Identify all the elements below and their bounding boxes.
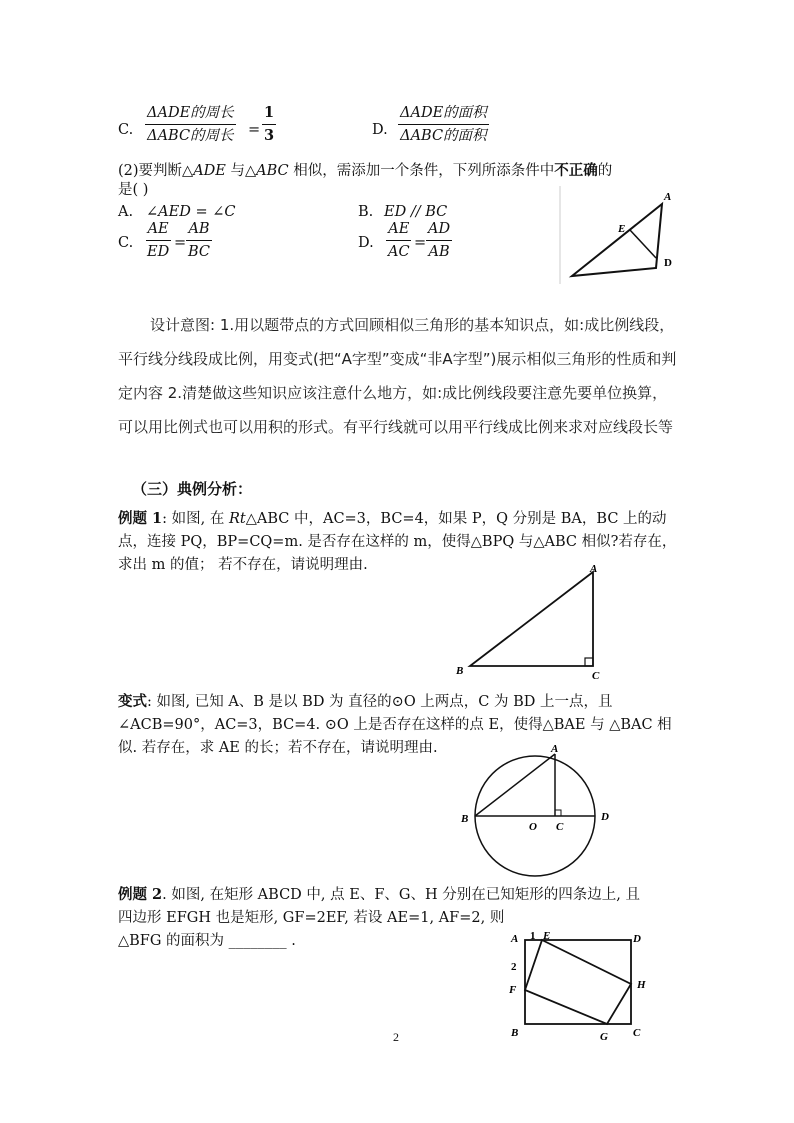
label-f: F — [509, 984, 517, 996]
option-d-frac1: $\frac{AE}{AC}$ — [388, 221, 410, 260]
label-e: E — [618, 223, 626, 235]
option-d-frac2: $\frac{AD}{AB}$ — [428, 221, 451, 260]
label-a: A — [511, 933, 519, 945]
figure-circle-o — [455, 740, 615, 880]
option-c1-fraction — [145, 104, 236, 145]
example-1-label: 例题 1 — [118, 510, 163, 527]
design-intent-paragraph: 设计意图: 1.用以题带点的方式回顾相似三角形的基本知识点，如:成比例线段，平行线分线段成比例，用变式(把“A字型”变成“非A字型”)展示相似三角形的性质和判定内容 2.清楚做这些知识应该注意什么地方，如:成比例线段要注意先要单位换算，可以用比例式也可以用积的形式。有平行线就可以用平行线成比例来求对应线段长等 — [118, 316, 677, 436]
option-d-letter: D. — [358, 235, 374, 251]
option-b-letter: B. — [358, 204, 374, 220]
question-2-line2: 是( ) — [118, 182, 149, 198]
question-2-line1: (2)要判断△ADE 与△ABC 相似，需添加一个条件，下列所添条件中不正确的 — [118, 162, 613, 179]
label-1: 1 — [530, 930, 536, 942]
figure-rectangle-abcd — [505, 928, 655, 1043]
equals-sign: = — [248, 122, 261, 138]
label-c: C — [633, 1027, 641, 1039]
variation-text: 变式: 如图, 已知 A、B 是以 BD 为 直径的⊙O 上两点，C 为 BD 上一点，且∠ACB=90°，AC=3，BC=4. ⊙O 上是否存在这样的点 E，使得△BAE 与 △BAC 相似. 若存在，求 AE 的长；若不存在，请说明理由. — [118, 693, 672, 756]
label-a: A — [551, 743, 559, 755]
label-d: D — [633, 933, 641, 945]
label-b: B — [461, 813, 469, 825]
label-c: C — [592, 670, 600, 682]
section-title: （三）典例分析： — [132, 480, 253, 498]
variation-label: 变式 — [118, 693, 147, 710]
label-a: A — [664, 191, 672, 203]
label-d: D — [601, 811, 609, 823]
option-a-letter: A. — [118, 204, 134, 220]
option-c-letter: C. — [118, 235, 134, 251]
option-b-text: ED // BC — [384, 204, 448, 220]
label-o: O — [529, 821, 537, 833]
option-a-text: ∠AED = ∠C — [146, 204, 236, 220]
label-d: D — [664, 257, 672, 269]
equals-sign: = — [414, 235, 427, 251]
figure-triangle-ade — [558, 186, 680, 286]
fraction-numerator: ΔADE的周长 — [145, 104, 236, 125]
ratio-numerator: 1 — [262, 104, 276, 125]
label-h: H — [637, 979, 646, 991]
example-1-text: 例题 1: 如图, 在 Rt△ABC 中，AC=3，BC=4，如果 P，Q 分别是 BA，BC 上的动点，连接 PQ，BP=CQ=m. 是否存在这样的 m，使得△BPQ 与△ABC 相似?若存在，求出 m 的值； 若不存在，请说明理由. — [118, 510, 677, 573]
label-e: E — [543, 930, 551, 942]
figure-right-triangle-abc — [450, 560, 610, 682]
page-number: 2 — [393, 1030, 399, 1044]
fraction-denominator: ΔABC的周长 — [147, 128, 234, 144]
example-2-label: 例题 2 — [118, 886, 163, 903]
option-c1-ratio — [262, 104, 276, 145]
equals-sign: = — [174, 235, 187, 251]
fraction-denominator: ΔABC的面积 — [400, 128, 487, 144]
option-c1-letter: C. — [118, 122, 134, 138]
option-d1-fraction — [398, 104, 489, 145]
emphasis-not-correct: 不正确 — [554, 162, 598, 179]
label-2: 2 — [511, 961, 517, 973]
label-c: C — [556, 821, 564, 833]
label-b: B — [456, 665, 464, 677]
fraction-numerator: ΔADE的面积 — [398, 104, 489, 125]
label-b: B — [511, 1027, 519, 1039]
example-2-text: 例题 2. 如图, 在矩形 ABCD 中, 点 E、F、G、H 分别在已知矩形的四条边上, 且 四边形 EFGH 也是矩形, GF=2EF, 若设 AE=1, AF=2, 则 △BFG 的面积为 ________ . — [118, 886, 640, 949]
option-c-frac1: $\frac{AE}{ED}$ — [147, 221, 170, 260]
label-a: A — [590, 563, 598, 575]
label-g: G — [600, 1031, 608, 1043]
option-d1-letter: D. — [372, 122, 388, 138]
ratio-denominator: 3 — [264, 127, 275, 144]
option-c-frac2: $\frac{AB}{BC}$ — [188, 221, 211, 260]
